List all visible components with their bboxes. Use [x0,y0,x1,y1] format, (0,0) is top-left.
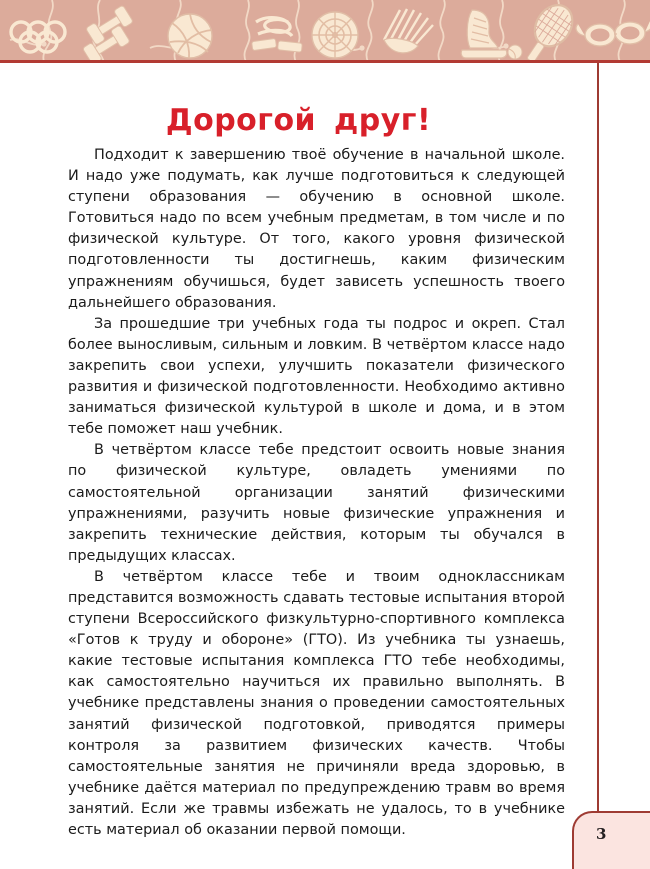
tennis-racket-icon [516,0,580,63]
paragraph-3: В четвёртом классе тебе предстоит освоить новые знания по физической культуре, овладеть умениями по самостоятельной организации занятий физическими упражнениями, разучить новые физические упражнения и закрепить технические действия, которым ты обучался в предыдущих классах. [68,442,565,564]
volleyball-icon [168,14,212,58]
right-margin-rule [597,63,599,815]
page-number-tab [572,811,650,869]
dumbbells-icon [82,5,133,63]
tennis-ball-icon [508,45,522,59]
olympic-rings-icon [11,22,65,52]
dartboard-icon [312,12,358,58]
jump-rope-handles-icon [252,38,303,52]
paragraph-2: За прошедшие три учебных года ты подрос и окреп. Стал более выносливым, сильным и ловким. В четвёртом классе надо закрепить свои успехи, улучшить показатели физического развития и физической подготовленности. Необходимо активно заниматься физической культурой в школе и дома, и в этом тебе поможет наш учебник. [68,315,565,438]
page-number: 3 [596,825,607,843]
jump-rope-icon [256,18,292,36]
shuttlecock-icon [384,9,433,53]
article-body [68,145,565,841]
page-content [0,63,597,869]
paragraph-1: Подходит к завершению твоё обучение в начальной школе. И надо уже подумать, как лучше подготовиться к следующей ступени образования — обучению в основной школе. Готовиться надо по всем учебным предметам, в том числе и по физической культуре. От того, какого уровня физической подготовленности ты достигнешь, каким физическим упражнениям обучишься, будет зависеть успешность твоего дальнейшего образования. [68,147,565,311]
sports-equipment-border [0,0,650,63]
page-title: Дорогой друг! [165,103,432,139]
header-band-artwork [0,0,650,63]
paragraph-4: В четвёртом классе тебе и твоим одноклассникам представится возможность сдавать тестовые испытания второй ступени Всероссийского физкультурно-спортивного комплекса «Готов к труду и обороне» (ГТО). Из учебника ты узнаешь, какие тестовые испытания комплекса ГТО тебе необходимы, как самостоятельно научиться их правильно выполнять. В учебнике представлены знания о проведении самостоятельных занятий физической подготовкой, приводятся примеры контроля за развитием физических качеств. Чтобы самостоятельные занятия не причиняли вреда здоровью, в учебнике даётся материал по предупреждению травм во время занятий. Если же травмы избежать не удалось, то в учебнике есть материал об оказании первой помощи. [68,568,565,838]
